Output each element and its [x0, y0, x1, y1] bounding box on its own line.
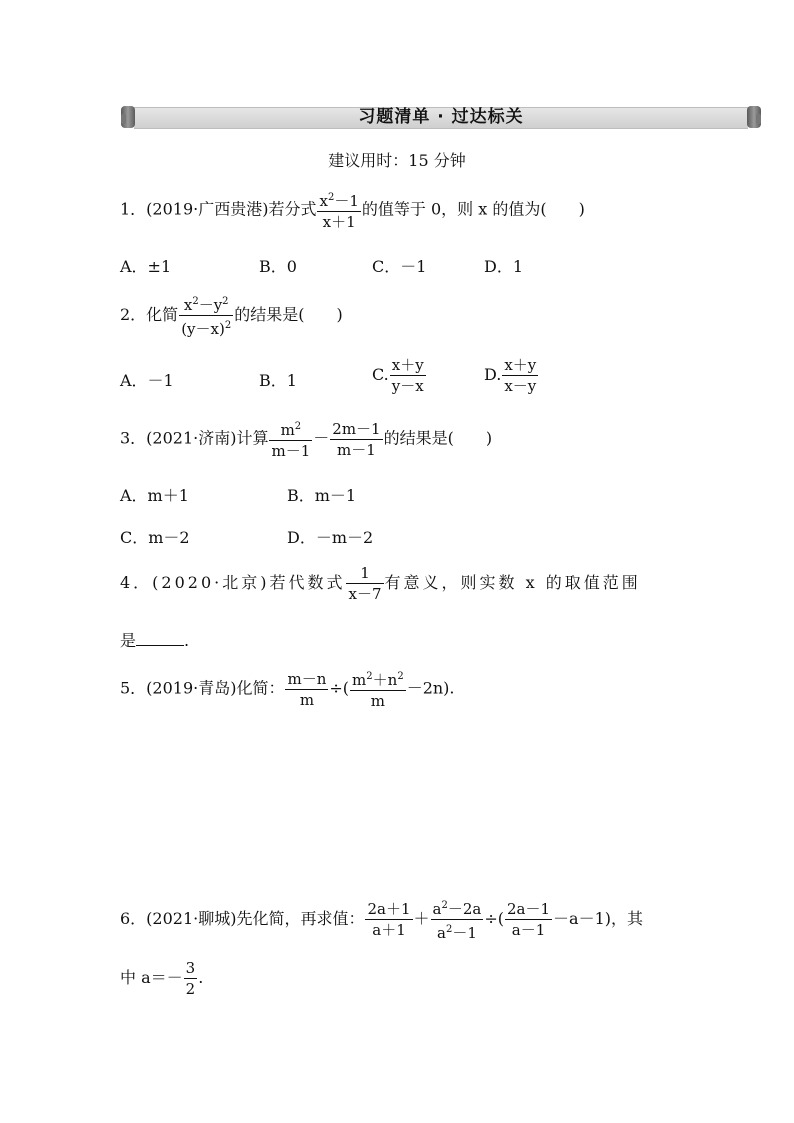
q5-suffix: －2n). — [406, 678, 455, 698]
question-2 — [120, 292, 343, 339]
q1-num-rest: －1 — [334, 192, 359, 210]
q6-fraction-1 — [365, 899, 412, 940]
question-6 — [120, 896, 643, 943]
q1-option-a: A．±1 — [120, 257, 172, 276]
q1-option-b: B．0 — [259, 257, 297, 276]
q3-fraction-2 — [330, 419, 382, 460]
q6-line2-prefix: 中 a＝－ — [120, 968, 183, 987]
q2-option-d-num: x＋y — [504, 356, 537, 374]
q1-den: x＋1 — [322, 213, 356, 231]
q2-option-c-num: x＋y — [391, 356, 424, 374]
question-4-line-2 — [120, 628, 189, 651]
q2-num-exp1: 2 — [192, 296, 199, 307]
q6-fraction-2 — [431, 896, 484, 943]
q1-num-exp: 2 — [327, 192, 335, 203]
q3-minus: － — [313, 428, 330, 448]
q5-f2-num-exp2: 2 — [397, 671, 404, 682]
q6-value-fraction — [184, 958, 198, 999]
q4-suffix: 有意义，则实数 x 的取值范围 — [384, 573, 641, 592]
q5-f2-num-base: m — [352, 671, 367, 689]
section-banner — [118, 104, 764, 130]
q3-f2-num: 2m－1 — [332, 419, 381, 438]
q6-f3-num: 2a－1 — [507, 900, 551, 918]
q6-prefix: 6．(2021·聊城)先化简，再求值： — [120, 909, 365, 928]
banner-title: 习题清单 · 过达标关 — [358, 107, 524, 127]
question-3 — [120, 417, 492, 461]
q1-num-base: x — [319, 192, 328, 210]
q6-f2-den-rest: －1 — [452, 924, 477, 942]
q3-option-c: C．m－2 — [120, 528, 190, 547]
q4-den: x－7 — [348, 585, 382, 603]
q6-val-num: 3 — [185, 959, 196, 977]
q6-f3-den: a－1 — [511, 921, 546, 939]
q3-option-a: A．m＋1 — [120, 486, 189, 505]
q5-f1-num: m－n — [287, 669, 327, 688]
q3-f1-den: m－1 — [271, 442, 311, 460]
q2-fraction — [179, 292, 233, 339]
q6-f1-num: 2a＋1 — [367, 900, 411, 918]
q2-num-a: x — [183, 296, 193, 314]
q5-f2-num-mid: ＋n — [372, 671, 398, 689]
q4-answer-blank[interactable] — [136, 631, 184, 646]
q2-den-exp: 2 — [224, 320, 232, 331]
q4-prefix: 4．(2020·北京)若代数式 — [120, 573, 346, 592]
q1-option-c: C．－1 — [372, 257, 427, 276]
q6-f2-num-rest: －2a — [447, 900, 482, 918]
q5-prefix: 5．(2019·青岛)化简： — [120, 678, 285, 698]
q3-fraction-1 — [269, 417, 312, 461]
q5-div: ÷( — [329, 678, 350, 698]
q6-f2-num-base: a — [432, 900, 442, 918]
q6-suffix: －a－1)，其 — [553, 909, 644, 928]
q6-f2-num-exp: 2 — [441, 900, 448, 911]
q1-suffix: 的值等于 0，则 x 的值为( ) — [361, 199, 585, 219]
q2-option-d-label: D. — [484, 365, 502, 384]
q2-num-mid: －y — [198, 296, 223, 314]
q3-f2-den: m－1 — [337, 440, 376, 459]
q2-option-c-den: y－x — [391, 377, 424, 395]
q5-fraction-1 — [285, 669, 328, 710]
q6-fraction-3 — [505, 899, 552, 940]
q3-option-d: D．－m－2 — [287, 528, 374, 547]
q6-f2-den-base: a — [437, 924, 446, 942]
q3-option-b: B．m－1 — [287, 486, 357, 505]
q1-option-d: D．1 — [484, 257, 524, 276]
q2-option-d-den: x－y — [504, 377, 537, 395]
q2-prefix: 2．化简 — [120, 305, 179, 324]
q5-f2-num-exp1: 2 — [366, 671, 373, 682]
q6-plus: ＋ — [413, 909, 430, 928]
q6-val-den: 2 — [185, 980, 196, 998]
question-5 — [120, 667, 455, 711]
q3-f1-num-base: m — [280, 421, 295, 439]
q4-line2-prefix: 是 — [120, 631, 137, 650]
q1-prefix: 1．(2019·广西贵港)若分式 — [120, 199, 317, 219]
suggested-time: 建议用时：15 分钟 — [328, 151, 466, 170]
q2-num-exp2: 2 — [222, 296, 229, 307]
question-1 — [120, 188, 585, 232]
q4-line2-suffix: . — [184, 631, 190, 650]
q2-den: (y－x) — [181, 320, 225, 338]
q2-option-d — [484, 355, 539, 396]
q2-option-b: B．1 — [259, 371, 297, 390]
question-4 — [120, 563, 641, 604]
q2-suffix: 的结果是( ) — [234, 305, 343, 324]
q3-suffix: 的结果是( ) — [383, 428, 493, 448]
q2-option-a: A．－1 — [120, 371, 174, 390]
q6-div: ÷( — [484, 909, 505, 928]
q3-f1-num-exp: 2 — [294, 421, 302, 432]
q4-fraction — [346, 563, 383, 604]
q2-option-c-label: C. — [372, 365, 389, 384]
q6-f2-den-exp: 2 — [445, 924, 453, 935]
q5-fraction-2 — [350, 667, 406, 711]
q3-prefix: 3．(2021·济南)计算 — [120, 428, 269, 448]
q5-f1-den: m — [299, 690, 315, 709]
q5-f2-den: m — [370, 692, 385, 710]
q6-line2-suffix: . — [198, 968, 204, 987]
q6-f1-den: a＋1 — [372, 921, 406, 939]
q2-option-c — [372, 355, 427, 396]
q1-fraction — [317, 188, 360, 232]
q4-num: 1 — [346, 563, 383, 584]
question-6-line-2 — [120, 958, 203, 999]
